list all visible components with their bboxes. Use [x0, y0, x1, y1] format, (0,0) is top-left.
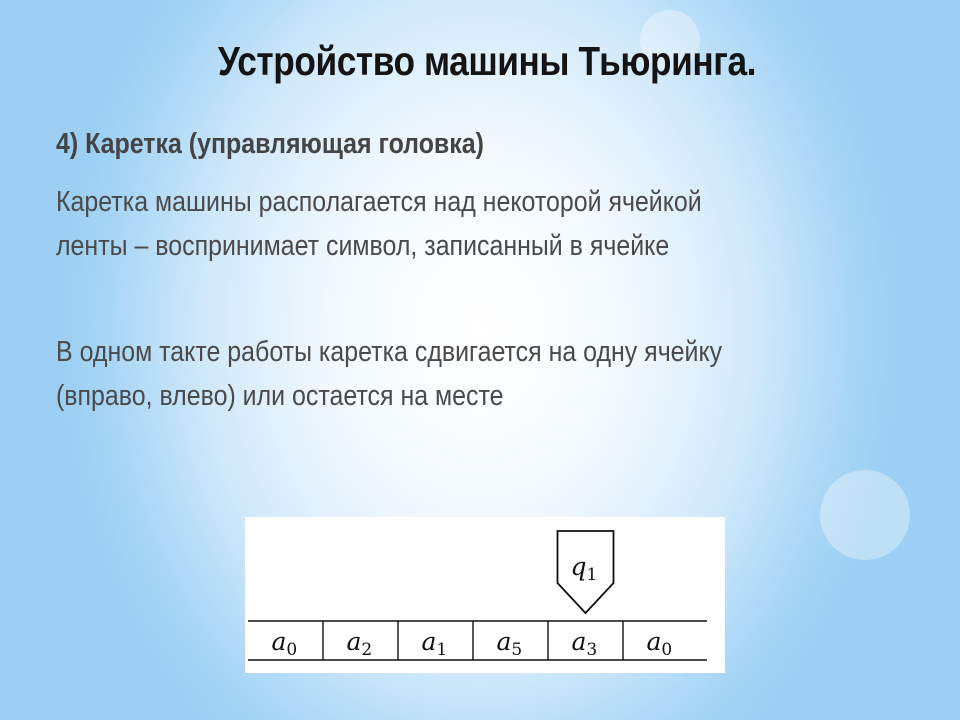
paragraph-line: Каретка машины располагается над некоторой ячейкой: [56, 186, 702, 218]
tape-cell-subscript: 3: [586, 640, 598, 660]
paragraph-head-movement: [56, 330, 722, 418]
turing-machine-diagram: [245, 517, 725, 673]
section-subtitle: 4) Каретка (управляющая головка): [56, 128, 484, 160]
tape-cell-symbol: $a_0$: [646, 627, 673, 660]
turing-machine-figure: [245, 517, 725, 673]
head-state-subscript: 1: [586, 565, 598, 585]
tape-cell-subscript: 1: [436, 640, 448, 660]
slide-title: Устройство машины Тьюринга.: [217, 38, 757, 84]
tape-cell-symbol: $a_0$: [271, 627, 298, 660]
paragraph-line: (вправо, влево) или остается на месте: [56, 380, 504, 412]
tape-cell-subscript: 0: [661, 640, 673, 660]
tape-cell-symbol: $a_1$: [421, 627, 448, 660]
tape-cell-subscript: 5: [511, 640, 523, 660]
head-state-symbol: $q_1$: [570, 552, 598, 585]
paragraph-head-position: [56, 180, 702, 268]
tape-cell-subscript: 0: [286, 640, 298, 660]
tape-cell-subscript: 2: [361, 640, 373, 660]
background-flare: [820, 470, 910, 560]
tape-cell-symbol: $a_5$: [496, 627, 523, 660]
paragraph-line: ленты – воспринимает символ, записанный в ячейке: [56, 230, 670, 262]
tape-cell-symbol: $a_2$: [346, 627, 373, 660]
tape-cell-symbol: $a_3$: [571, 627, 598, 660]
paragraph-line: В одном такте работы каретка сдвигается на одну ячейку: [56, 336, 723, 368]
